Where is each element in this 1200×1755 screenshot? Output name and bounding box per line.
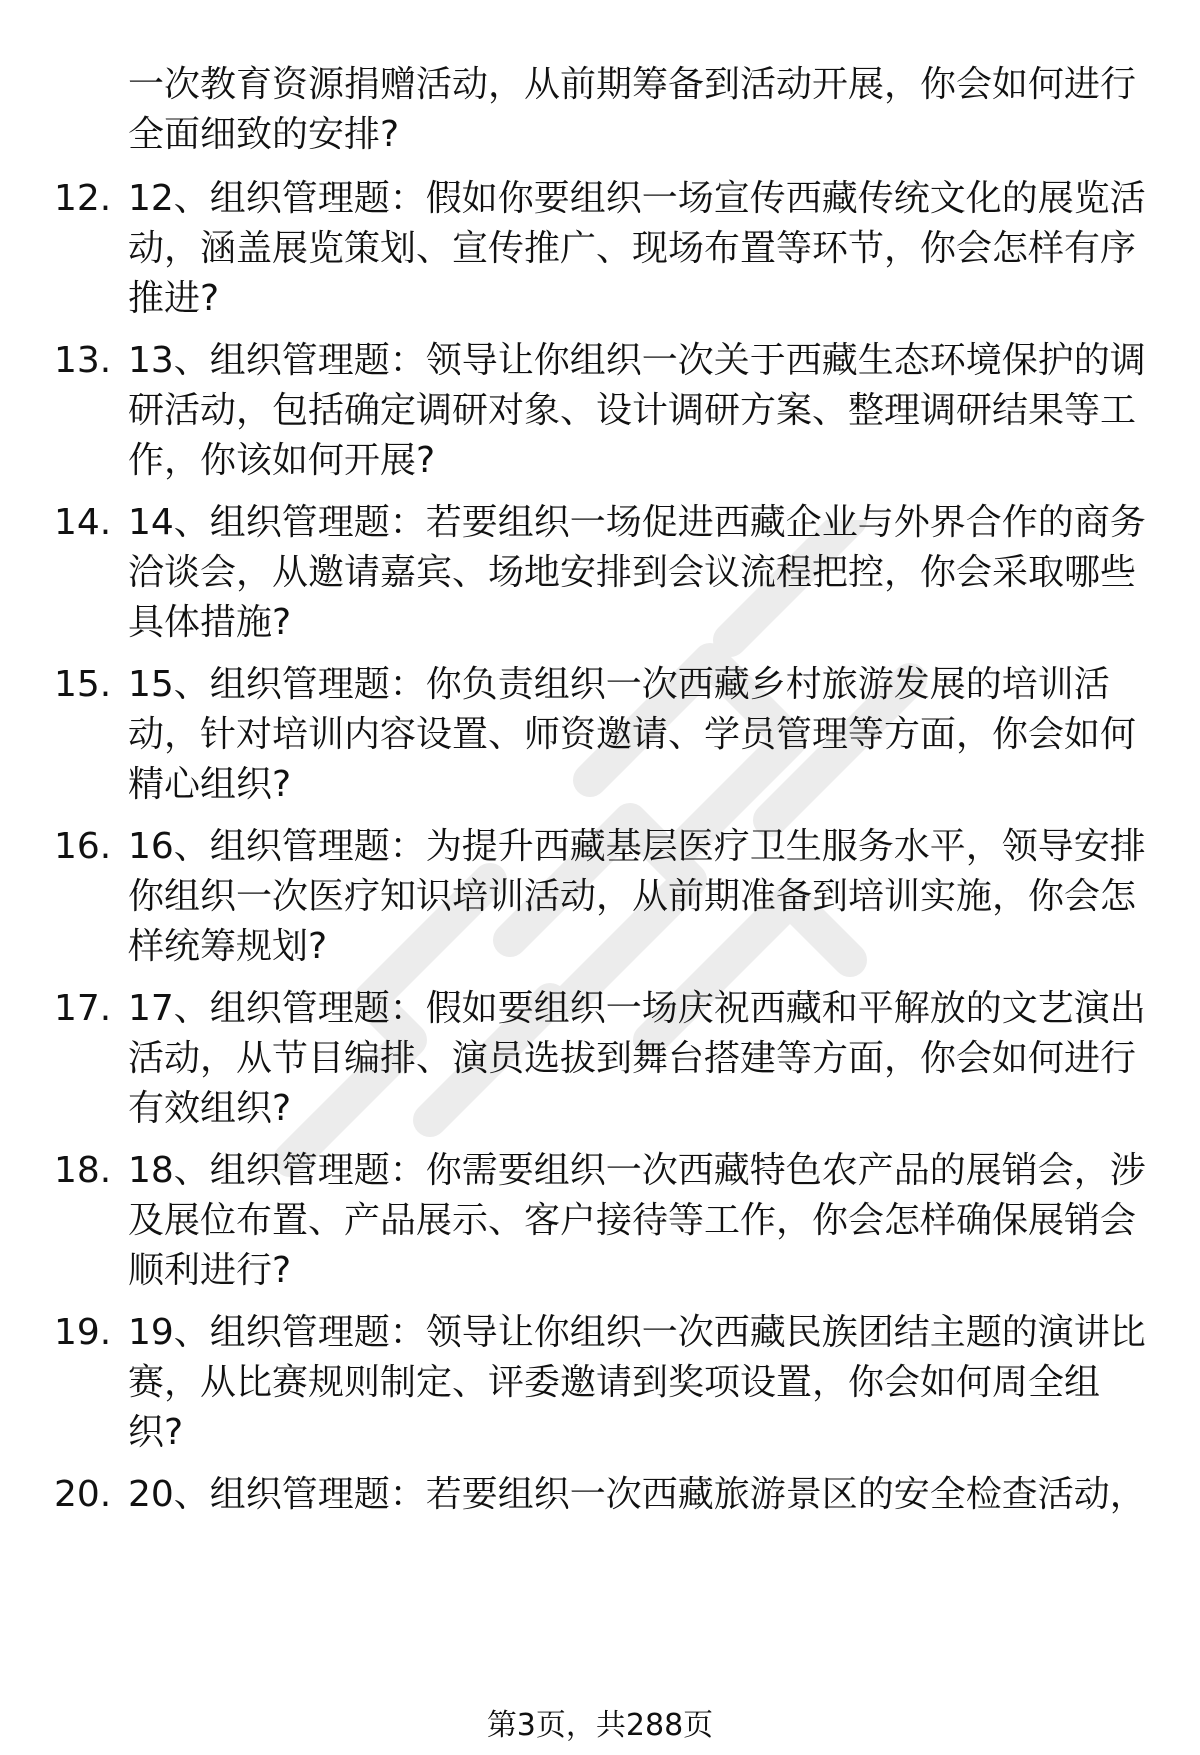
list-item-text: 20、组织管理题：若要组织一次西藏旅游景区的安全检查活动， <box>128 1474 1146 1515</box>
list-item-text: 17、组织管理题：假如要组织一场庆祝西藏和平解放的文艺演出活动，从节目编排、演员选拔到舞台搭建等方面，你会如何进行有效组织? <box>128 988 1146 1129</box>
list-item-number: 15. <box>54 664 112 705</box>
list-item-number: 13. <box>54 340 112 381</box>
list-item-number: 20. <box>54 1474 112 1515</box>
list-item-number: 17. <box>54 988 112 1029</box>
list-item-number: 16. <box>54 826 112 867</box>
list-item-text: 18、组织管理题：你需要组织一次西藏特色农产品的展销会，涉及展位布置、产品展示、客户接待等工作，你会怎样确保展销会顺利进行? <box>128 1150 1146 1291</box>
list-item-number: 12. <box>54 178 112 219</box>
list-item-number: 14. <box>54 502 112 543</box>
list-item-number: 18. <box>54 1150 112 1191</box>
list-item-text: 14、组织管理题：若要组织一场促进西藏企业与外界合作的商务洽谈会，从邀请嘉宾、场地安排到会议流程把控，你会采取哪些具体措施? <box>128 502 1146 643</box>
list-item-text: 19、组织管理题：领导让你组织一次西藏民族团结主题的演讲比赛，从比赛规则制定、评委邀请到奖项设置，你会如何周全组织? <box>128 1312 1146 1453</box>
list-item-text: 15、组织管理题：你负责组织一次西藏乡村旅游发展的培训活动，针对培训内容设置、师资邀请、学员管理等方面，你会如何精心组织? <box>128 664 1137 805</box>
list-item-number: 19. <box>54 1312 112 1353</box>
list-item-text: 13、组织管理题：领导让你组织一次关于西藏生态环境保护的调研活动，包括确定调研对象、设计调研方案、整理调研结果等工作，你该如何开展? <box>128 340 1146 481</box>
continuation-paragraph: 一次教育资源捐赠活动，从前期筹备到活动开展，你会如何进行全面细致的安排? <box>128 64 1137 155</box>
list-item-text: 12、组织管理题：假如你要组织一场宣传西藏传统文化的展览活动，涵盖展览策划、宣传推广、现场布置等环节，你会怎样有序推进? <box>128 178 1146 319</box>
page-footer: 第3页，共288页 <box>486 1708 714 1743</box>
list-item-text: 16、组织管理题：为提升西藏基层医疗卫生服务水平，领导安排你组织一次医疗知识培训活动，从前期准备到培训实施，你会怎样统筹规划? <box>128 826 1146 967</box>
